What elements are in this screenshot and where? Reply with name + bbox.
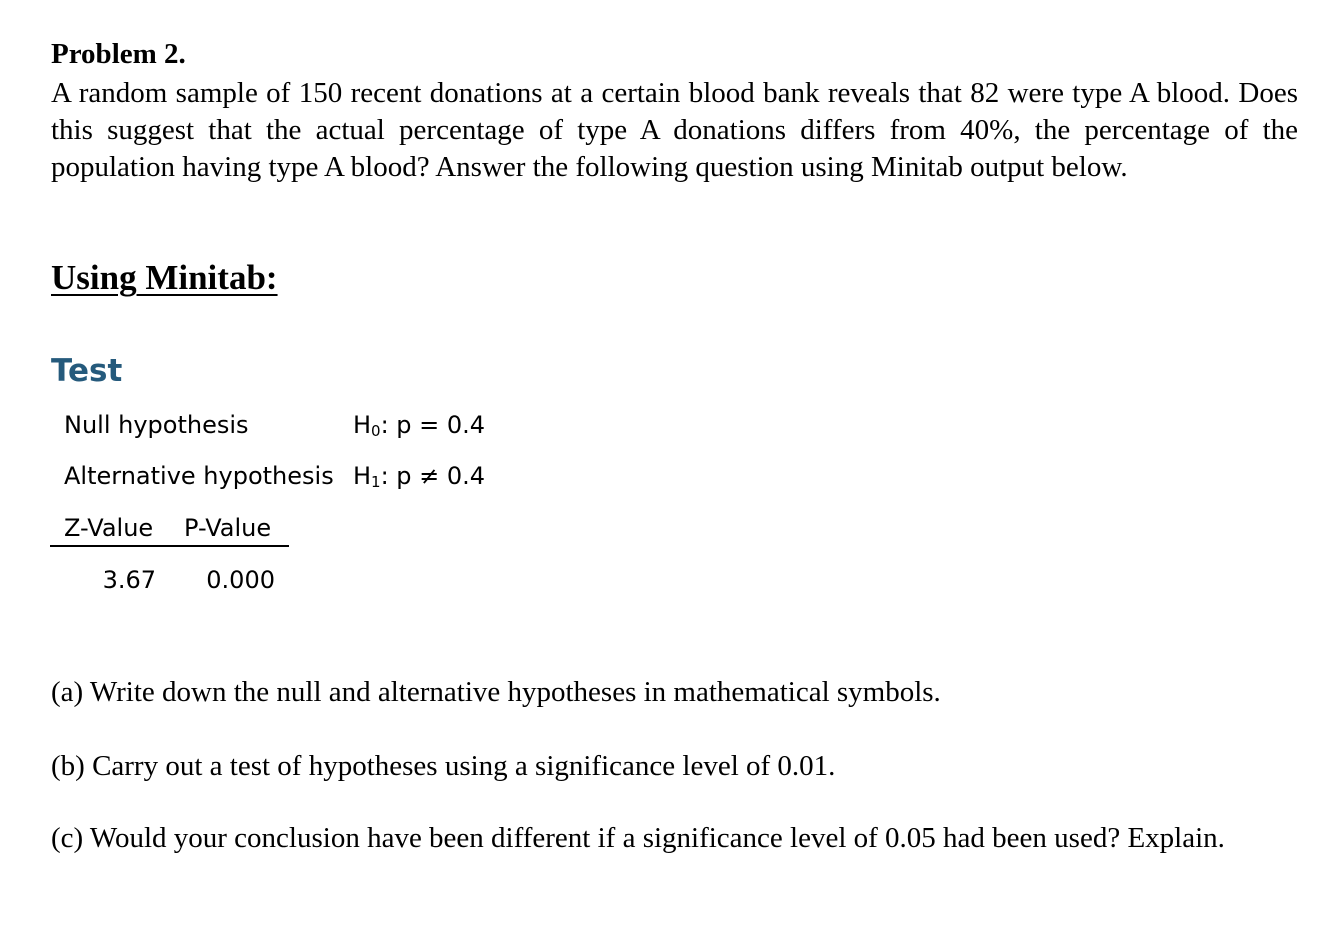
z-value-cell: 3.67: [102, 566, 156, 594]
h-symbol: H: [353, 462, 372, 490]
question-a: (a) Write down the null and alternative hypotheses in mathematical symbols.: [51, 676, 941, 708]
table-header-rule: [50, 545, 289, 547]
alternative-hypothesis-value: [353, 462, 485, 491]
alt-expression: : p ≠ 0.4: [380, 462, 486, 490]
h-subscript: 1: [371, 473, 381, 491]
test-section-title: Test: [51, 353, 123, 389]
problem-title: Problem 2.: [51, 38, 186, 70]
problem-text: A random sample of 150 recent donations at a certain blood bank reveals that 82 were type A blood. Does this suggest that the actual percentage of type A donations differs from 40%, the percentage of the population having type A blood? Answer the following question using Minitab output below.: [51, 77, 1298, 183]
null-expression: : p = 0.4: [380, 411, 486, 439]
p-value-cell: 0.000: [206, 566, 275, 594]
minitab-heading: Using Minitab:: [51, 258, 278, 297]
p-value-header: P-Value: [184, 514, 272, 542]
null-hypothesis-label: Null hypothesis: [64, 411, 249, 439]
null-hypothesis-value: [353, 411, 485, 440]
alternative-hypothesis-label: Alternative hypothesis: [64, 462, 334, 490]
z-value-header: Z-Value: [64, 514, 154, 542]
question-c: (c) Would your conclusion have been different if a significance level of 0.05 had been used? Explain.: [51, 822, 1225, 854]
h-symbol: H: [353, 411, 372, 439]
h-subscript: 0: [371, 422, 381, 440]
question-b: (b) Carry out a test of hypotheses using a significance level of 0.01.: [51, 750, 836, 782]
